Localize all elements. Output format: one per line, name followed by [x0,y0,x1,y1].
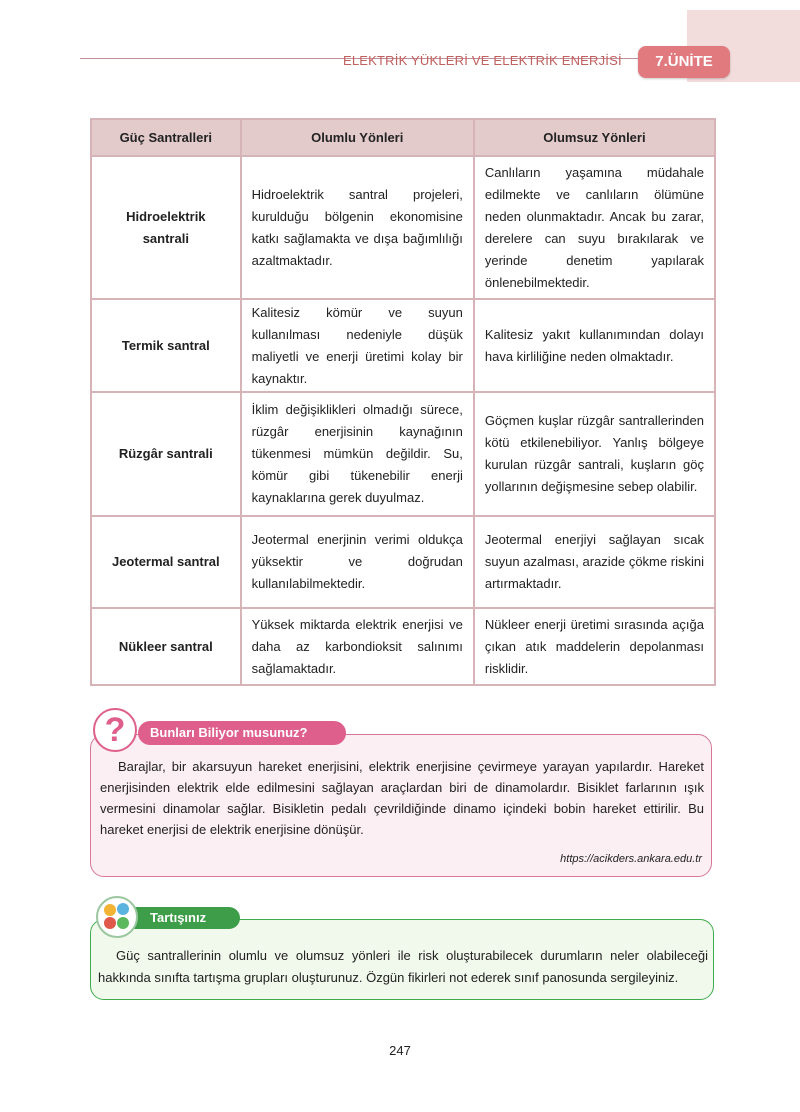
unit-badge: 7.ÜNİTE [638,46,730,78]
positive-text: İklim değişiklikleri olmadığı sürece, rüzgâr enerjisinin kaynağının tükenmesi mümkün değildir. Su, kömür gibi tükenebilir enerji kaynaklarına gerek duyulmaz. [241,392,474,516]
positive-text: Hidroelektrik santral projeleri, kurulduğu bölgenin ekonomisine katkı sağlamakta ve dışa bağımlılığı azaltmaktadır. [241,156,474,299]
question-mark-icon: ? [93,708,137,752]
positive-text: Kalitesiz kömür ve suyun kullanılması nedeniyle düşük maliyetli ve enerji üretimi kolay bir kaynaktır. [241,299,474,392]
negative-text: Kalitesiz yakıt kullanımından dolayı hava kirliliğine neden olmaktadır. [474,299,715,392]
positive-text: Jeotermal enerjinin verimi oldukça yüksektir ve doğrudan kullanılabilmektedir. [241,516,474,608]
power-plants-table [90,118,716,686]
page-number: 247 [389,1043,411,1058]
table-row [91,608,715,685]
info-box-text: Barajlar, bir akarsuyun hareket enerjisini, elektrik enerjisine çevirmeye yarayan yapılardır. Hareket enerjisinden elektrik elde edilmesini sağlayan araçlardan biri de dinamolardır. Bisiklet farlarının ışık vermesini dinamolar sağlar. Bisikletin pedalı çevrildiğinde dinamo içindeki bobin hareket ettirilir. Bu hareket enerjisi de elektrik enerjisine dönüşür. [100,759,704,837]
table-header-row [91,119,715,156]
table-row [91,156,715,299]
column-header-plants: Güç Santralleri [91,119,241,156]
plant-name: Hidroelektrik santrali [91,156,241,299]
chapter-title: ELEKTRİK YÜKLERİ VE ELEKTRİK ENERJİSİ [343,53,622,68]
discussion-text: Güç santrallerinin olumlu ve olumsuz yönleri ile risk oluşturabilecek durumların neler olabileceği hakkında sınıfta tartışma grupları oluşturunuz. Özgün fikirleri not ederek sınıf panosunda sergileyiniz. [98,948,708,985]
info-box-title: Bunları Biliyor musunuz? [138,721,346,745]
column-header-negative: Olumsuz Yönleri [474,119,715,156]
discussion-title: Tartışınız [124,907,240,929]
negative-text: Göçmen kuşlar rüzgâr santrallerinden kötü etkilenebiliyor. Yanlış bölgeye kurulan rüzgâr santrali, kuşların göç yollarının değişmesine sebep olabilir. [474,392,715,516]
discussion-icon [96,896,138,938]
plant-name: Termik santral [91,299,241,392]
negative-text: Nükleer enerji üretimi sırasında açığa çıkan atık maddelerin depolanması risklidir. [474,608,715,685]
positive-text: Yüksek miktarda elektrik enerjisi ve daha az karbondioksit salınımı sağlamaktadır. [241,608,474,685]
plant-name: Rüzgâr santrali [91,392,241,516]
table-row [91,299,715,392]
negative-text: Canlıların yaşamına müdahale edilmekte ve canlıların ölümüne neden olunmaktadır. Ancak bu zarar, derelere can suyu bırakılarak ve yerinde denetim yapılarak önlenebilmektedir. [474,156,715,299]
plant-name: Jeotermal santral [91,516,241,608]
column-header-positive: Olumlu Yönleri [241,119,474,156]
plant-name: Nükleer santral [91,608,241,685]
table-row [91,516,715,608]
info-source: https://acikders.ankara.edu.tr [560,853,702,865]
table-row [91,392,715,516]
negative-text: Jeotermal enerjiyi sağlayan sıcak suyun azalması, arazide çökme riskini artırmaktadır. [474,516,715,608]
